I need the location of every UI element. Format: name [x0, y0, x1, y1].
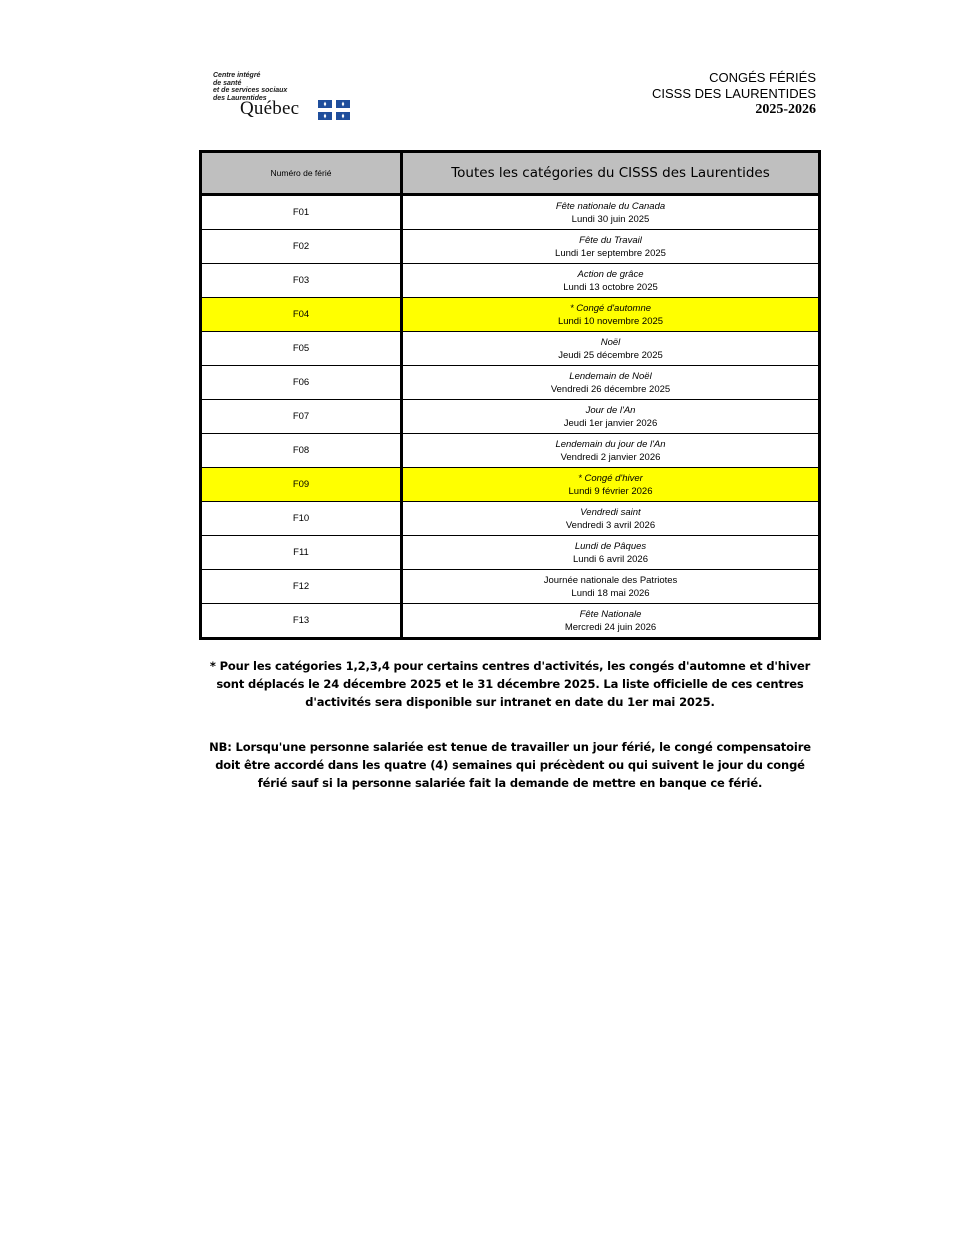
holiday-date: Mercredi 24 juin 2026: [564, 621, 657, 633]
holiday-code: F04: [201, 298, 402, 332]
holiday-name: Fête du Travail: [579, 234, 642, 246]
holiday-description: [402, 195, 820, 230]
page-title: CONGÉS FÉRIÉS: [709, 70, 816, 85]
holiday-code: F09: [201, 468, 402, 502]
table-row: [201, 400, 820, 434]
document-header: [652, 70, 816, 118]
holiday-description: [402, 332, 820, 366]
table-row: [201, 298, 820, 332]
holiday-code: F11: [201, 536, 402, 570]
logo-line: des Laurentides: [213, 94, 267, 102]
holidays-table: [199, 150, 821, 640]
cisss-logo: [213, 72, 353, 122]
holiday-date: Lundi 30 juin 2025: [571, 213, 650, 225]
holiday-date: Lundi 6 avril 2026: [573, 553, 648, 565]
holiday-code: F02: [201, 230, 402, 264]
table-row: [201, 536, 820, 570]
table-row: [201, 332, 820, 366]
table-row: [201, 468, 820, 502]
holiday-description: [402, 264, 820, 298]
holiday-code: F05: [201, 332, 402, 366]
holiday-name: Lundi de Pâques: [574, 540, 647, 552]
holiday-description: [402, 400, 820, 434]
holiday-date: Vendredi 3 avril 2026: [565, 519, 656, 531]
holiday-date: Jeudi 1er janvier 2026: [563, 417, 658, 429]
holiday-code: F07: [201, 400, 402, 434]
holiday-name: * Congé d'hiver: [578, 472, 643, 484]
holiday-name: Vendredi saint: [580, 506, 641, 518]
holiday-code: F12: [201, 570, 402, 604]
holiday-date: Lundi 10 novembre 2025: [557, 315, 664, 327]
logo-line: Centre intégré: [213, 72, 261, 79]
table-row: [201, 230, 820, 264]
holiday-date: Vendredi 26 décembre 2025: [550, 383, 671, 395]
holiday-description: [402, 434, 820, 468]
page-year: 2025-2026: [755, 102, 816, 117]
holiday-name: * Congé d'automne: [569, 302, 652, 314]
holiday-description: [402, 366, 820, 400]
table-row: [201, 264, 820, 298]
holiday-code: F03: [201, 264, 402, 298]
holiday-name: Jour de l'An: [585, 404, 636, 416]
holiday-description: [402, 298, 820, 332]
column-header-code: Numéro de férié: [201, 152, 402, 195]
holiday-name: Lendemain de Noël: [569, 370, 652, 382]
holiday-code: F01: [201, 195, 402, 230]
page-subtitle: CISSS DES LAURENTIDES: [652, 86, 816, 101]
table-row: [201, 604, 820, 639]
column-header-categories: Toutes les catégories du CISSS des Laurentides: [402, 152, 820, 195]
holiday-description: [402, 502, 820, 536]
table-row: [201, 570, 820, 604]
nb-note: NB: Lorsqu'une personne salariée est tenue de travailler un jour férié, le congé compensatoire doit être accordé dans les quatre (4) semaines qui précèdent ou qui suivent le jour du congé férié sauf si la personne salariée fait la demande de mettre en banque ce férié.: [209, 740, 811, 790]
holiday-name: Fête nationale du Canada: [555, 200, 666, 212]
holiday-name: Journée nationale des Patriotes: [543, 574, 678, 586]
holiday-description: [402, 468, 820, 502]
logo-wordmark: Québec: [240, 98, 300, 119]
logo-line: et de services sociaux: [213, 87, 288, 94]
holiday-date: Vendredi 2 janvier 2026: [560, 451, 661, 463]
holiday-name: Fête Nationale: [579, 608, 642, 620]
holiday-name: Action de grâce: [577, 268, 644, 280]
holiday-description: [402, 536, 820, 570]
logo-line: de santé: [213, 79, 242, 87]
table-row: [201, 366, 820, 400]
holiday-date: Lundi 13 octobre 2025: [563, 281, 658, 293]
holiday-date: Lundi 18 mai 2026: [571, 587, 650, 599]
table-row: [201, 195, 820, 230]
holiday-code: F13: [201, 604, 402, 639]
holiday-description: [402, 230, 820, 264]
table-header-row: [201, 152, 820, 195]
table-row: [201, 502, 820, 536]
holiday-date: Lundi 1er septembre 2025: [555, 247, 666, 259]
holiday-name: Lendemain du jour de l'An: [555, 438, 666, 450]
asterisk-note: * Pour les catégories 1,2,3,4 pour certains centres d'activités, les congés d'automne et d'hiver sont déplacés le 24 décembre 2025 et le 31 décembre 2025. La liste officielle de ces centres d'activités sera disponible sur intranet en date du 1er mai 2025.: [209, 659, 811, 709]
holiday-code: F10: [201, 502, 402, 536]
holiday-code: F06: [201, 366, 402, 400]
holiday-date: Lundi 9 février 2026: [568, 485, 653, 497]
table-row: [201, 434, 820, 468]
holiday-code: F08: [201, 434, 402, 468]
holiday-description: [402, 604, 820, 639]
holiday-date: Jeudi 25 décembre 2025: [558, 349, 663, 361]
holiday-description: [402, 570, 820, 604]
quebec-fleurdelise-flag-icon: [318, 100, 350, 120]
holiday-name: Noël: [600, 336, 621, 348]
